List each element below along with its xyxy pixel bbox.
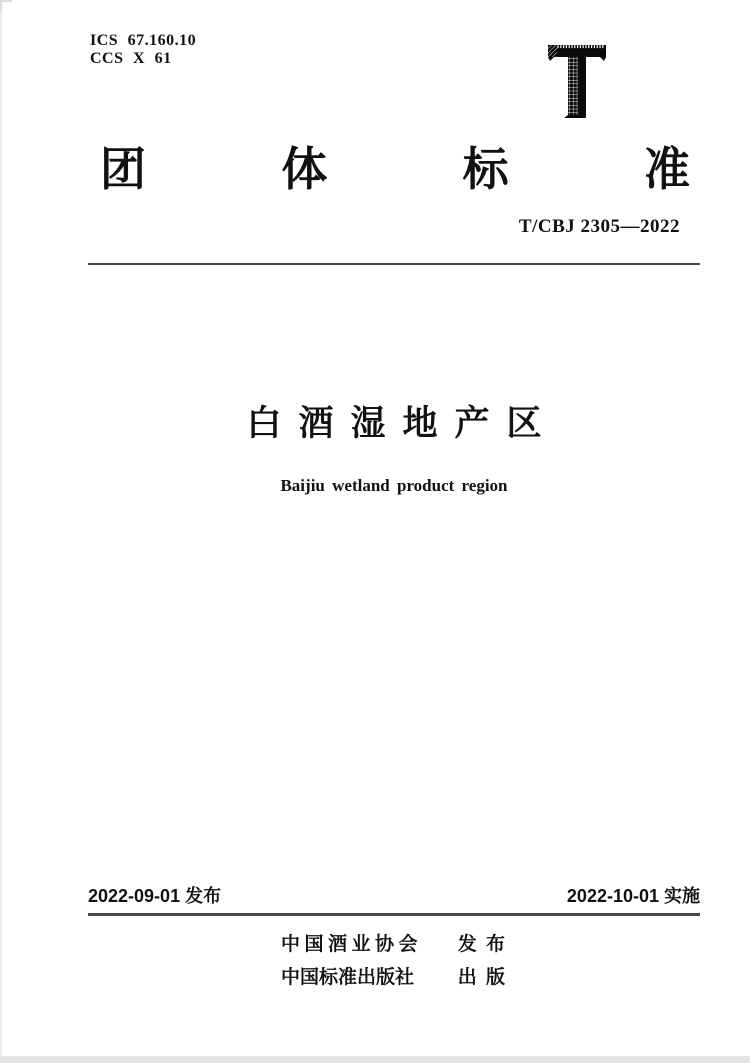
ics-code: ICS 67.160.10 <box>90 32 197 49</box>
standard-type-char: 体 <box>281 143 328 195</box>
page-edge-bottom <box>0 1056 750 1063</box>
publisher-row-press <box>281 968 507 988</box>
document-title-english: Baijiu wetland product region <box>280 476 508 495</box>
header-divider-rule <box>88 263 700 265</box>
publisher-block <box>88 935 700 1001</box>
document-title: 白酒湿地产区 <box>246 404 559 443</box>
implementation-date: 2022-10-01 实施 <box>566 886 700 906</box>
standard-type-heading <box>100 143 690 195</box>
publisher-list <box>281 935 507 988</box>
issue-date: 2022-09-01 发布 <box>88 886 222 906</box>
page-edge-corner <box>0 0 12 12</box>
standard-type-char: 准 <box>643 143 690 195</box>
issuer-role: 发 布 <box>457 934 507 955</box>
standard-type-char: 标 <box>462 143 509 195</box>
classification-codes <box>90 32 196 68</box>
date-row <box>88 885 700 907</box>
press-role: 出 版 <box>457 967 507 988</box>
issuer-name: 中国酒业协会 <box>281 934 423 955</box>
publisher-row-issuer <box>281 935 507 955</box>
press-name: 中国标准出版社 <box>281 967 415 988</box>
ccs-code: CCS X 61 <box>90 50 172 67</box>
t-standard-mark-logo <box>548 44 606 118</box>
page-edge-left <box>0 0 2 1063</box>
footer-divider-rule <box>88 913 700 916</box>
standard-type-char: 团 <box>100 143 146 195</box>
standard-code: T/CBJ 2305—2022 <box>518 216 680 237</box>
